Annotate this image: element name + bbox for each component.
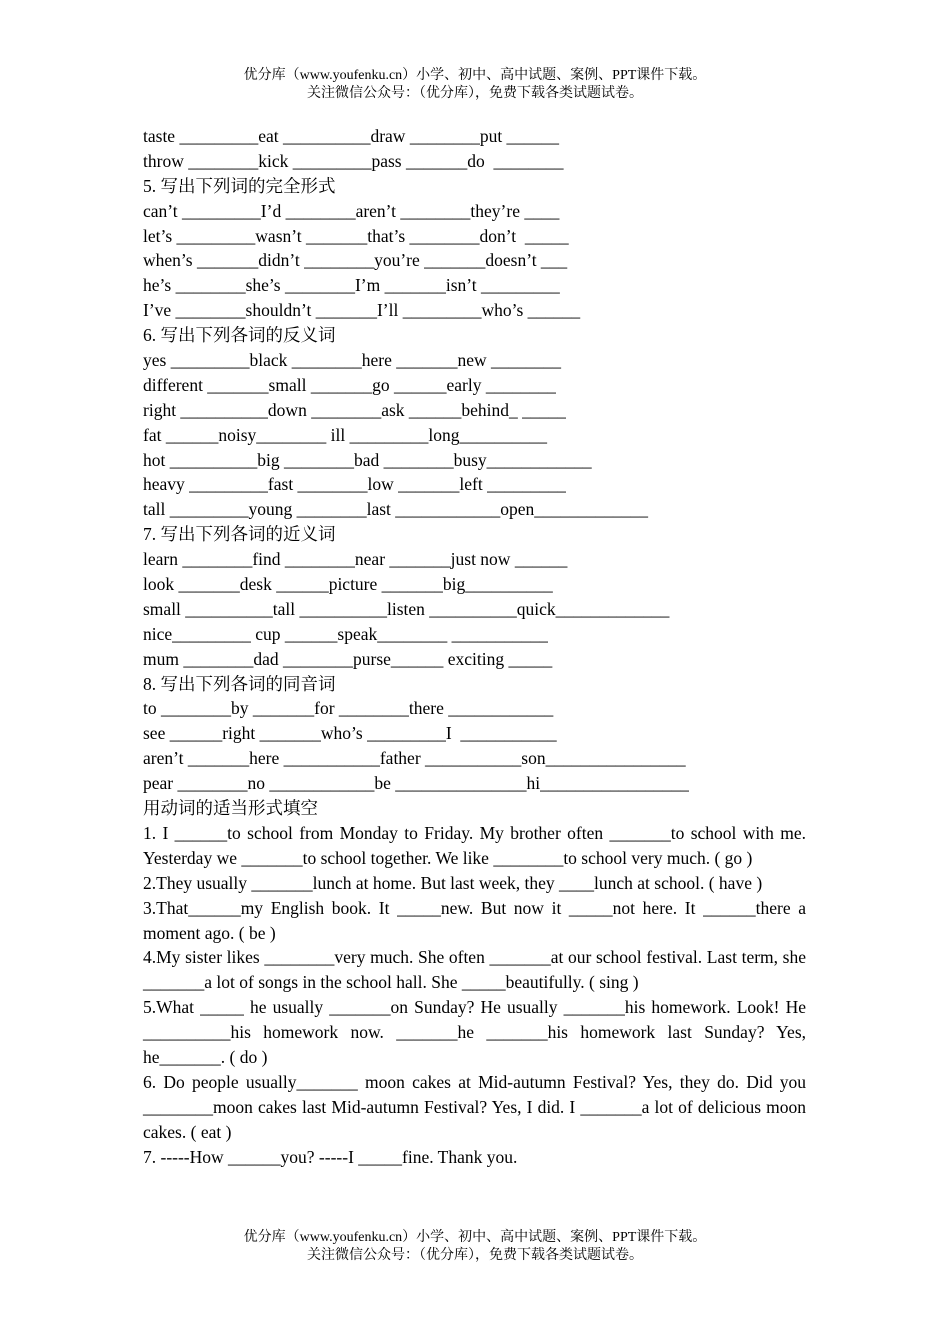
text-line: pear ________no ____________be _______________hi_________________: [143, 773, 689, 794]
text-line: yes _________black ________here _______new ________: [143, 350, 561, 371]
section-heading: 5. 写出下列词的完全形式: [143, 175, 336, 196]
header-line-2: 关注微信公众号：（优分库），免费下载各类试题试卷。: [307, 86, 643, 101]
text-line: throw ________kick _________pass _______do ________: [143, 150, 564, 171]
text-line: hot __________big ________bad ________busy____________: [143, 449, 592, 470]
text-line: nice_________ cup ______speak________ ___________: [143, 623, 548, 644]
page-header: [0, 67, 950, 103]
header-line-1: 优分库（www.youfenku.cn）小学、初中、高中试题、案例、PPT课件下载。: [243, 68, 707, 83]
footer-line-1: 优分库（www.youfenku.cn）小学、初中、高中试题、案例、PPT课件下载。: [243, 1230, 707, 1245]
text-line: when’s _______didn’t ________you’re _______doesn’t ___: [143, 250, 568, 271]
text-line: aren’t _______here ___________father ___________son________________: [143, 748, 686, 769]
text-line: let’s _________wasn’t _______that’s ________don’t _____: [143, 225, 569, 246]
worksheet-content: [143, 124, 806, 1170]
exercise-5: 5.What _____ he usually _______on Sunday? He usually _______his homework. Look! He __________his homework now. _______he _______his homework last Sunday? Yes, he_______. ( do ): [143, 997, 806, 1068]
text-line: small __________tall __________listen __________quick_____________: [143, 598, 670, 619]
text-line: see ______right _______who’s _________I ___________: [143, 723, 557, 744]
exercise-2: 2.They usually _______lunch at home. But last week, they ____lunch at school. ( have ): [143, 872, 763, 893]
exercise-6: 6. Do people usually_______ moon cakes at Mid-autumn Festival? Yes, they do. Did you ________moon cakes last Mid-autumn Festival? Yes, I did. I _______a lot of delicious moon cakes. ( eat ): [143, 1072, 806, 1142]
exercise-3: 3.That______my English book. It _____new. But now it _____not here. It ______there a moment ago. ( be ): [143, 897, 806, 943]
text-line: to ________by _______for ________there ____________: [143, 698, 554, 719]
text-line: right __________down ________ask ______behind_ _____: [143, 399, 566, 420]
text-line: heavy _________fast ________low _______left _________: [143, 474, 566, 495]
text-line: look _______desk ______picture _______big__________: [143, 574, 553, 595]
text-line: can’t _________I’d ________aren’t ________they’re ____: [143, 200, 560, 221]
exercise-1: 1. I ______to school from Monday to Friday. My brother often _______to school with me. Yesterday we _______to school together. We like ________to school very much. ( go ): [143, 822, 806, 868]
section-heading: 8. 写出下列各词的同音词: [143, 673, 336, 694]
exercise-7: 7. -----How ______you? -----I _____fine. Thank you.: [143, 1146, 518, 1167]
page-footer: [0, 1229, 950, 1265]
text-line: mum ________dad ________purse______ exciting _____: [143, 648, 553, 669]
exercise-4: 4.My sister likes ________very much. She often _______at our school festival. Last term, she _______a lot of songs in the school hall. She _____beautifully. ( sing ): [143, 947, 806, 993]
text-line: learn ________find ________near _______just now ______: [143, 549, 568, 570]
text-line: taste _________eat __________draw ________put ______: [143, 126, 560, 146]
section-heading: 6. 写出下列各词的反义词: [143, 325, 336, 346]
footer-line-2: 关注微信公众号：（优分库），免费下载各类试题试卷。: [307, 1248, 643, 1263]
text-line: I’ve ________shouldn’t _______I’ll _________who’s ______: [143, 300, 581, 321]
text-line: different _______small _______go ______early ________: [143, 374, 556, 395]
section-heading: 7. 写出下列各词的近义词: [143, 524, 336, 545]
section-heading: 用动词的适当形式填空: [143, 798, 318, 819]
text-line: fat ______noisy________ ill _________long__________: [143, 424, 547, 445]
text-line: tall _________young ________last ____________open_____________: [143, 499, 649, 520]
text-line: he’s ________she’s ________I’m _______isn’t _________: [143, 275, 560, 296]
